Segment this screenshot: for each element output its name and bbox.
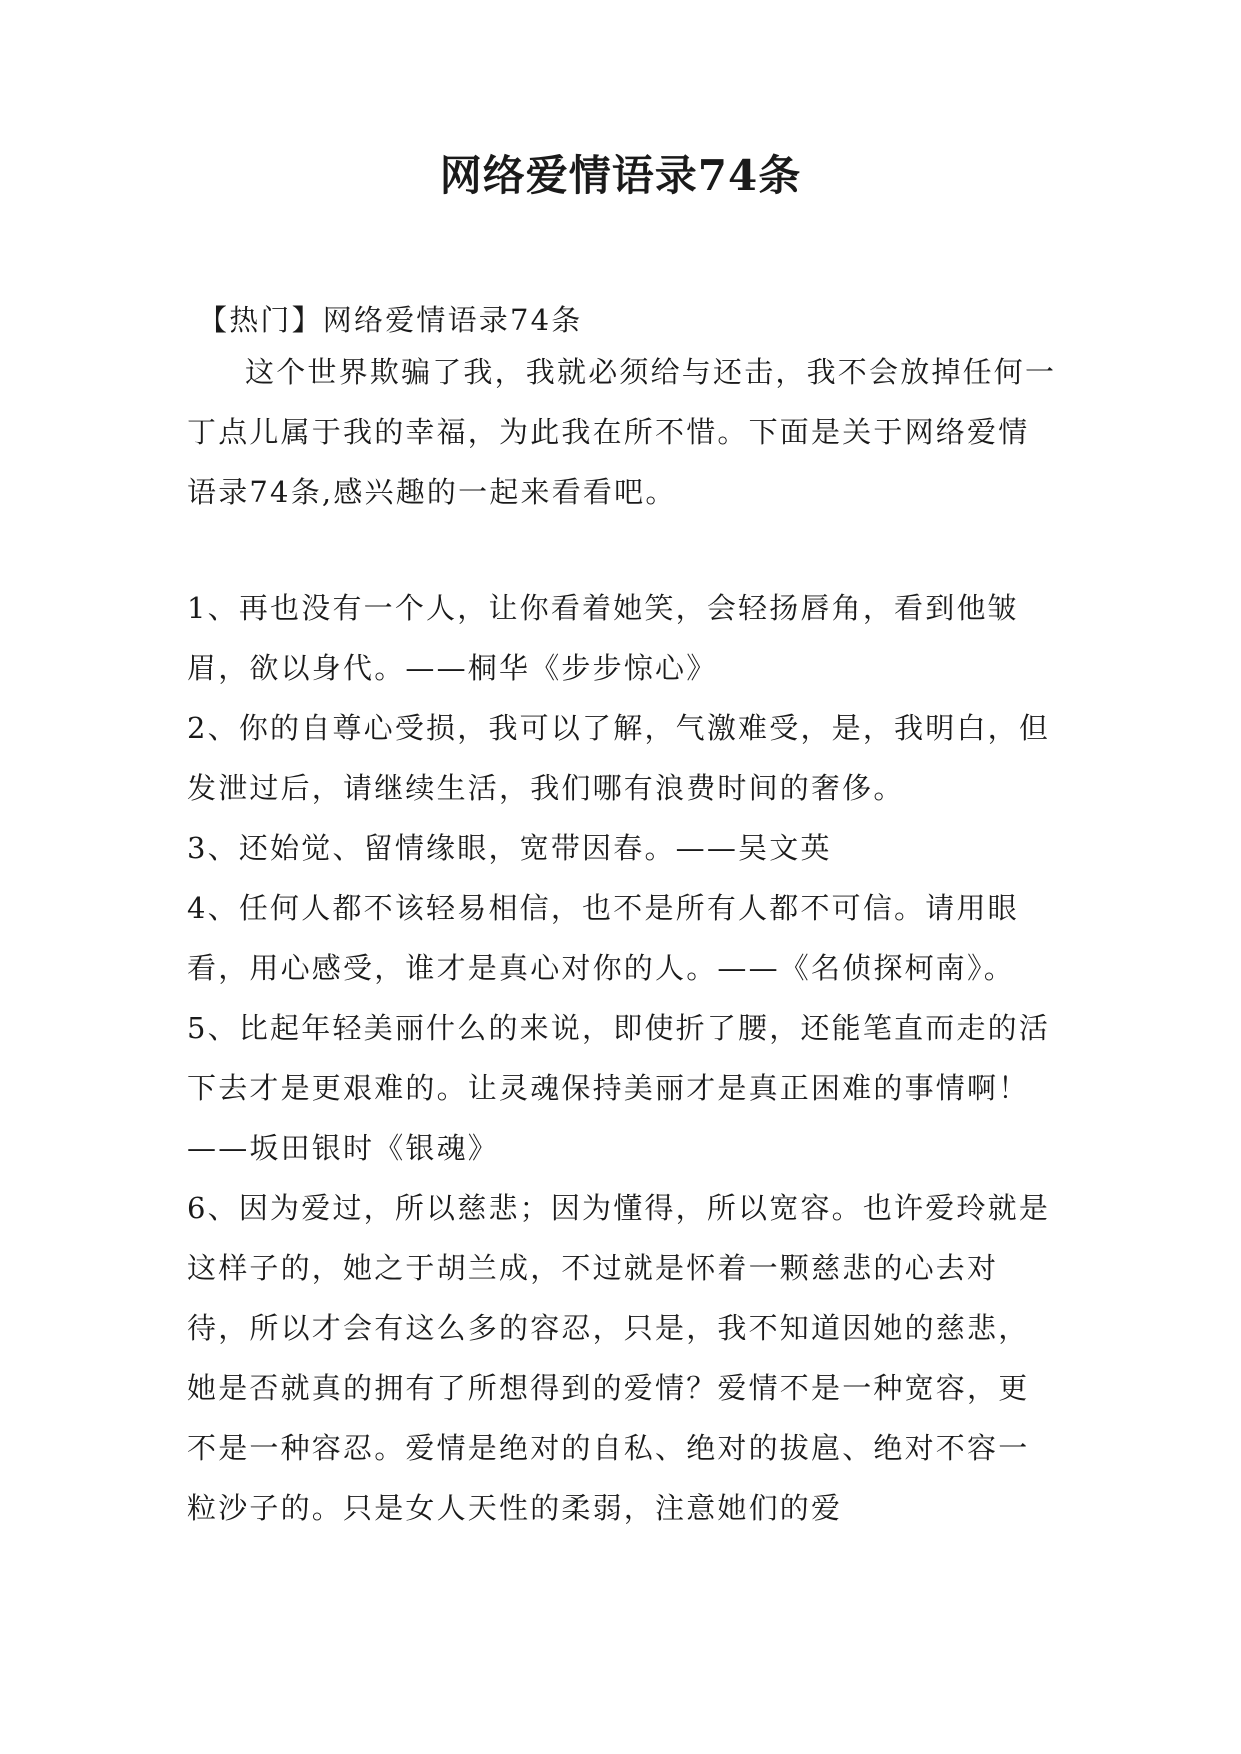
list-item: 5、比起年轻美丽什么的来说，即使折了腰，还能笔直而走的活下去才是更艰难的。让灵魂保持美丽才是真正困难的事情啊！——坂田银时《银魂》 [187,1011,1051,1165]
list-item: 1、再也没有一个人，让你看着她笑，会轻扬唇角，看到他皱眉，欲以身代。——桐华《步步惊心》 [187,591,1019,685]
list-item: 3、还始觉、留情缘眼，宽带因春。——吴文英 [187,831,832,865]
document-subtitle: 【热门】网络爱情语录74条 [198,303,583,337]
quote-list [187,578,1057,1538]
list-item: 2、你的自尊心受损，我可以了解，气激难受，是，我明白，但发泄过后，请继续生活，我们哪有浪费时间的奢侈。 [187,711,1051,805]
intro-paragraph: 这个世界欺骗了我，我就必须给与还击，我不会放掉任何一丁点儿属于我的幸福，为此我在所不惜。下面是关于网络爱情语录74条,感兴趣的一起来看看吧。 [187,355,1057,509]
document-title: 网络爱情语录74条 [439,151,802,200]
list-item: 6、因为爱过，所以慈悲；因为懂得，所以宽容。也许爱玲就是这样子的，她之于胡兰成，不过就是怀着一颗慈悲的心去对待，所以才会有这么多的容忍，只是，我不知道因她的慈悲，她是否就真的拥有了所想得到的爱情？爱情不是一种宽容，更不是一种容忍。爱情是绝对的自私、绝对的拔扈、绝对不容一粒沙子的。只是女人天性的柔弱，注意她们的爱 [187,1191,1051,1525]
list-item: 4、任何人都不该轻易相信，也不是所有人都不可信。请用眼看，用心感受，谁才是真心对你的人。——《名侦探柯南》。 [187,891,1019,985]
